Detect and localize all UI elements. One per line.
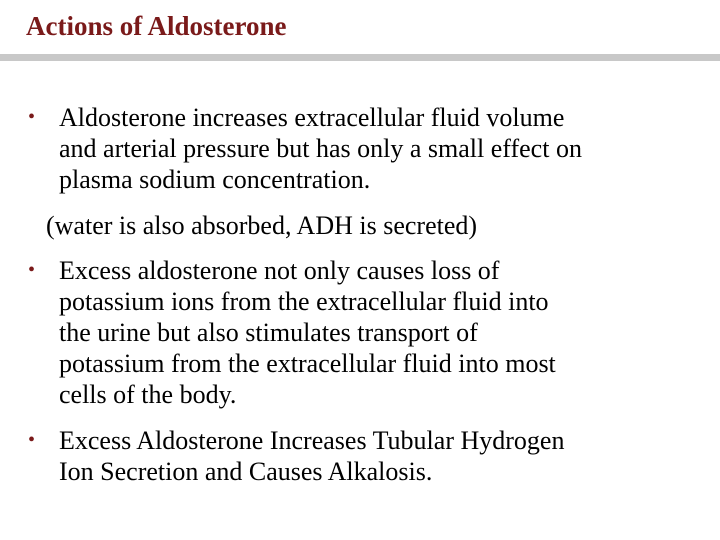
bullet-marker: •: [28, 429, 36, 451]
slide-title: Actions of Aldosterone: [26, 11, 287, 41]
bullet-item-3: [28, 425, 688, 487]
title-underline: [0, 54, 720, 61]
bullet-item-2: [28, 255, 688, 410]
bullet-text: Excess Aldosterone Increases Tubular Hydrogen Ion Secretion and Causes Alkalosis.: [59, 426, 565, 486]
aside-note: (water is also absorbed, ADH is secreted): [46, 211, 478, 240]
bullet-text: Excess aldosterone not only causes loss of potassium ions from the extracellular fluid into the urine but also stimulates transport of potassium from the extracellular fluid into most cells of the body.: [59, 256, 556, 409]
bullet-marker: •: [28, 106, 36, 128]
bullet-item-1: [28, 102, 688, 195]
bullet-marker: •: [28, 259, 36, 281]
bullet-text: Aldosterone increases extracellular fluid volume and arterial pressure but has only a small effect on plasma sodium concentration.: [59, 103, 582, 194]
